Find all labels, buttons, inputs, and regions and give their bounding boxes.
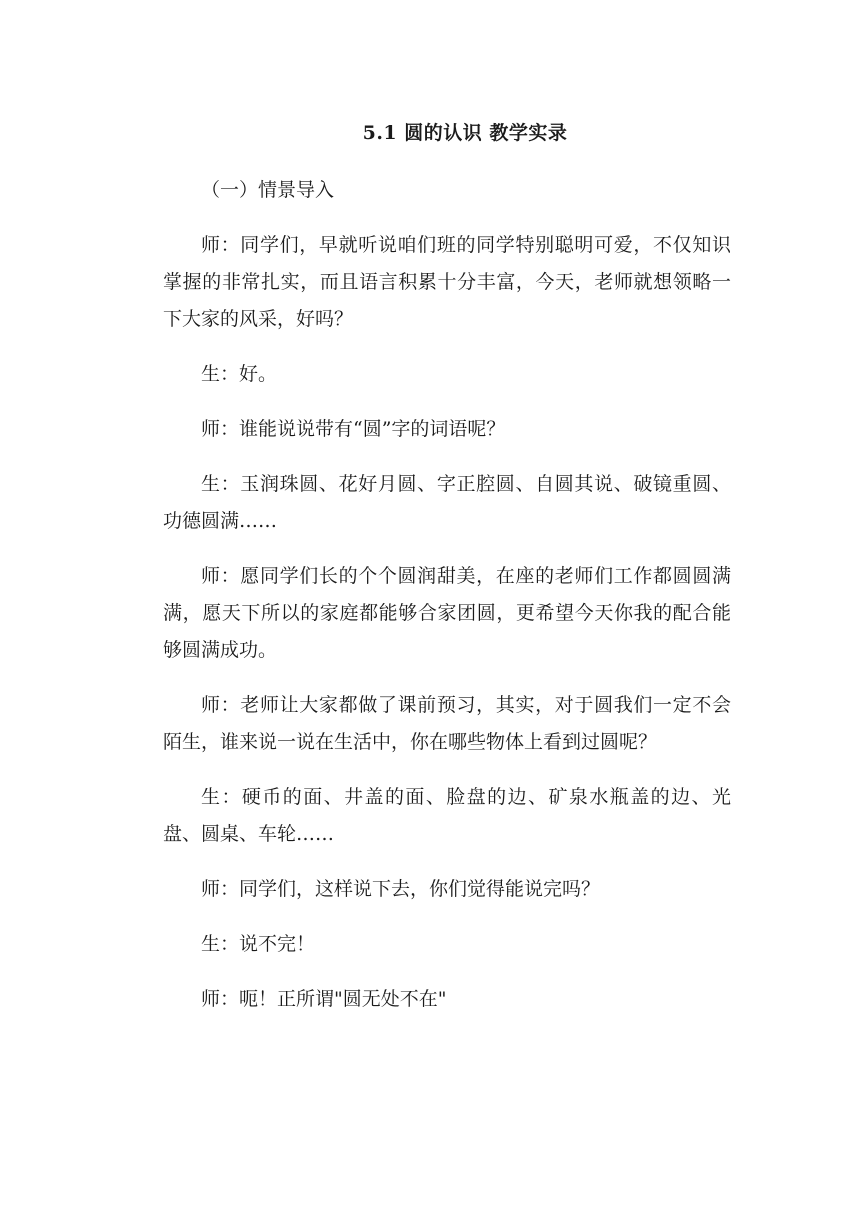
paragraph: 师：老师让大家都做了课前预习，其实，对于圆我们一定不会陌生，谁来说一说在生活中，你在哪些物体上看到过圆呢？ <box>163 694 731 753</box>
paragraph: 生：硬币的面、井盖的面、脸盘的边、矿泉水瓶盖的边、光盘、圆桌、车轮…… <box>163 786 731 845</box>
paragraph: 生：说不完！ <box>201 933 316 955</box>
paragraph: 师：同学们，这样说下去，你们觉得能说完吗？ <box>201 878 601 900</box>
paragraph: 生：玉润珠圆、花好月圆、字正腔圆、自圆其说、破镜重圆、功德圆满…… <box>163 473 731 532</box>
paragraph: 生：好。 <box>201 363 278 385</box>
paragraph: 师：同学们，早就听说咱们班的同学特别聪明可爱，不仅知识掌握的非常扎实，而且语言积累十分丰富，今天，老师就想领略一下大家的风采，好吗？ <box>163 234 731 330</box>
document-body <box>163 172 731 1036</box>
paragraph: 师：愿同学们长的个个圆润甜美，在座的老师们工作都圆圆满满，愿天下所以的家庭都能够合家团圆，更希望今天你我的配合能够圆满成功。 <box>163 565 731 661</box>
paragraph: 师：呃！正所谓"圆无处不在" <box>201 988 447 1010</box>
section-heading: （一）情景导入 <box>201 179 335 201</box>
document-title: 5.1 圆的认识 教学实录 <box>362 122 568 144</box>
paragraph: 师：谁能说说带有“圆”字的词语呢？ <box>201 418 506 440</box>
